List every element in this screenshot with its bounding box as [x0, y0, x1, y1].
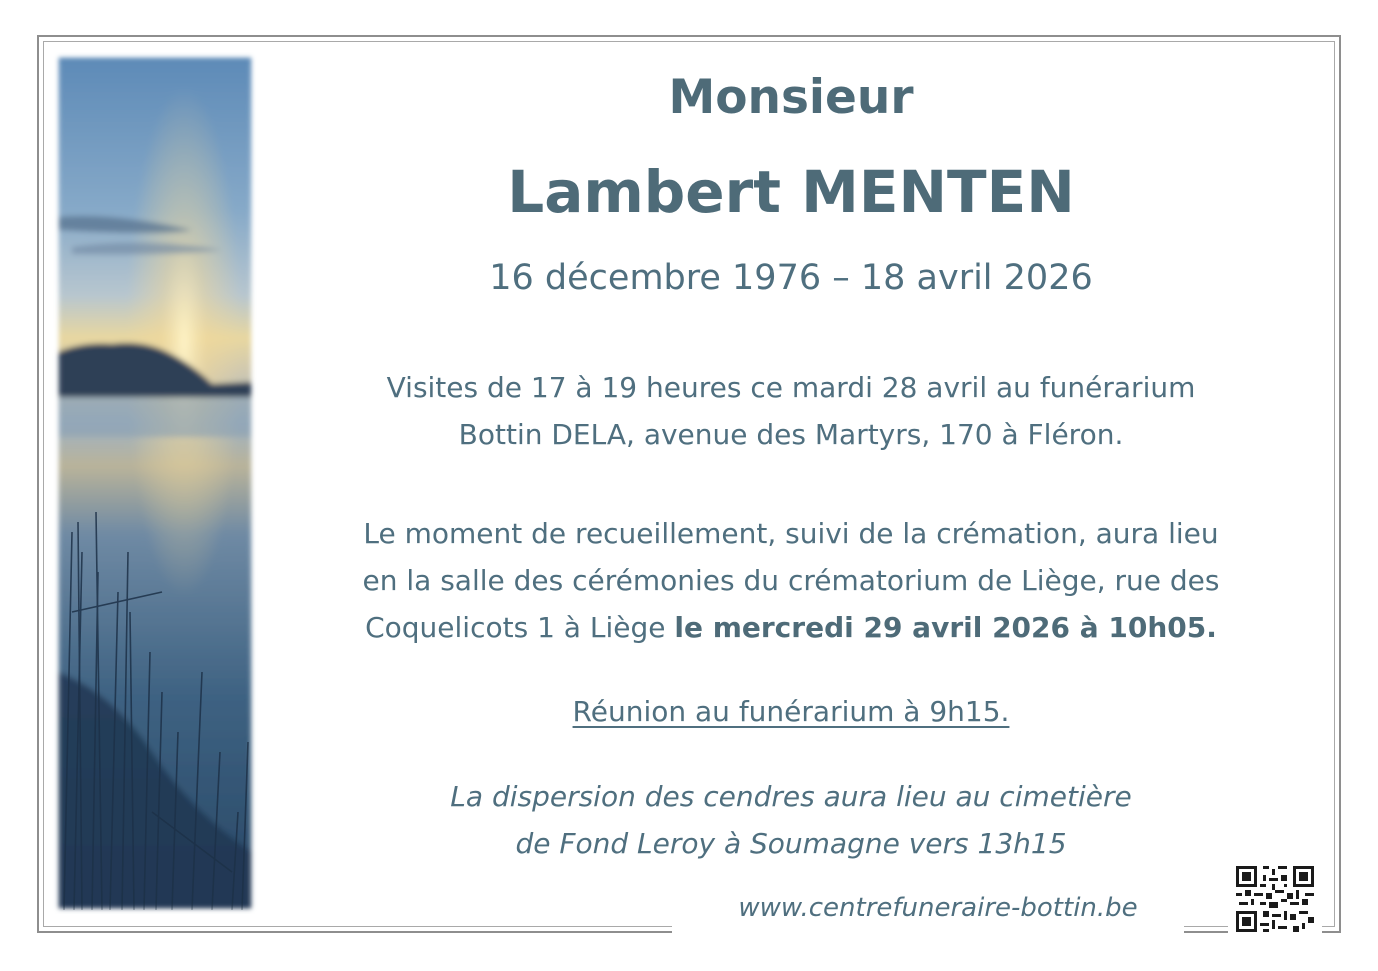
- deceased-name: Lambert MENTEN: [507, 158, 1075, 226]
- meeting-paragraph: [280, 688, 1302, 735]
- ceremony-line-3: Coquelicots 1 à Liège: [365, 611, 675, 644]
- ceremony-date-time: le mercredi 29 avril 2026 à 10h05.: [674, 611, 1217, 644]
- bottom-border-gap-website: [672, 922, 1184, 938]
- ceremony-paragraph: [280, 510, 1302, 651]
- qr-code-icon[interactable]: [1236, 866, 1314, 932]
- meeting-note: Réunion au funérarium à 9h15.: [572, 695, 1010, 728]
- dispersion-paragraph: [280, 773, 1302, 867]
- lake-sunset-photo: [52, 52, 258, 914]
- salutation: Monsieur: [668, 70, 914, 125]
- visitation-line-1: Visites de 17 à 19 heures ce mardi 28 avril au funérarium: [386, 371, 1196, 404]
- ceremony-line-2: en la salle des cérémonies du crématorium de Liège, rue des: [362, 564, 1220, 597]
- ceremony-line-1: Le moment de recueillement, suivi de la crémation, aura lieu: [363, 517, 1219, 550]
- dispersion-line-1: La dispersion des cendres aura lieu au cimetière: [450, 780, 1132, 813]
- visitation-line-2: Bottin DELA, avenue des Martyrs, 170 à Fléron.: [458, 418, 1124, 451]
- website-link[interactable]: www.centrefuneraire-bottin.be: [738, 893, 1138, 923]
- life-dates: 16 décembre 1976 – 18 avril 2026: [489, 258, 1093, 298]
- dispersion-line-2: de Fond Leroy à Soumagne vers 13h15: [515, 827, 1067, 860]
- visitation-paragraph: [280, 364, 1302, 458]
